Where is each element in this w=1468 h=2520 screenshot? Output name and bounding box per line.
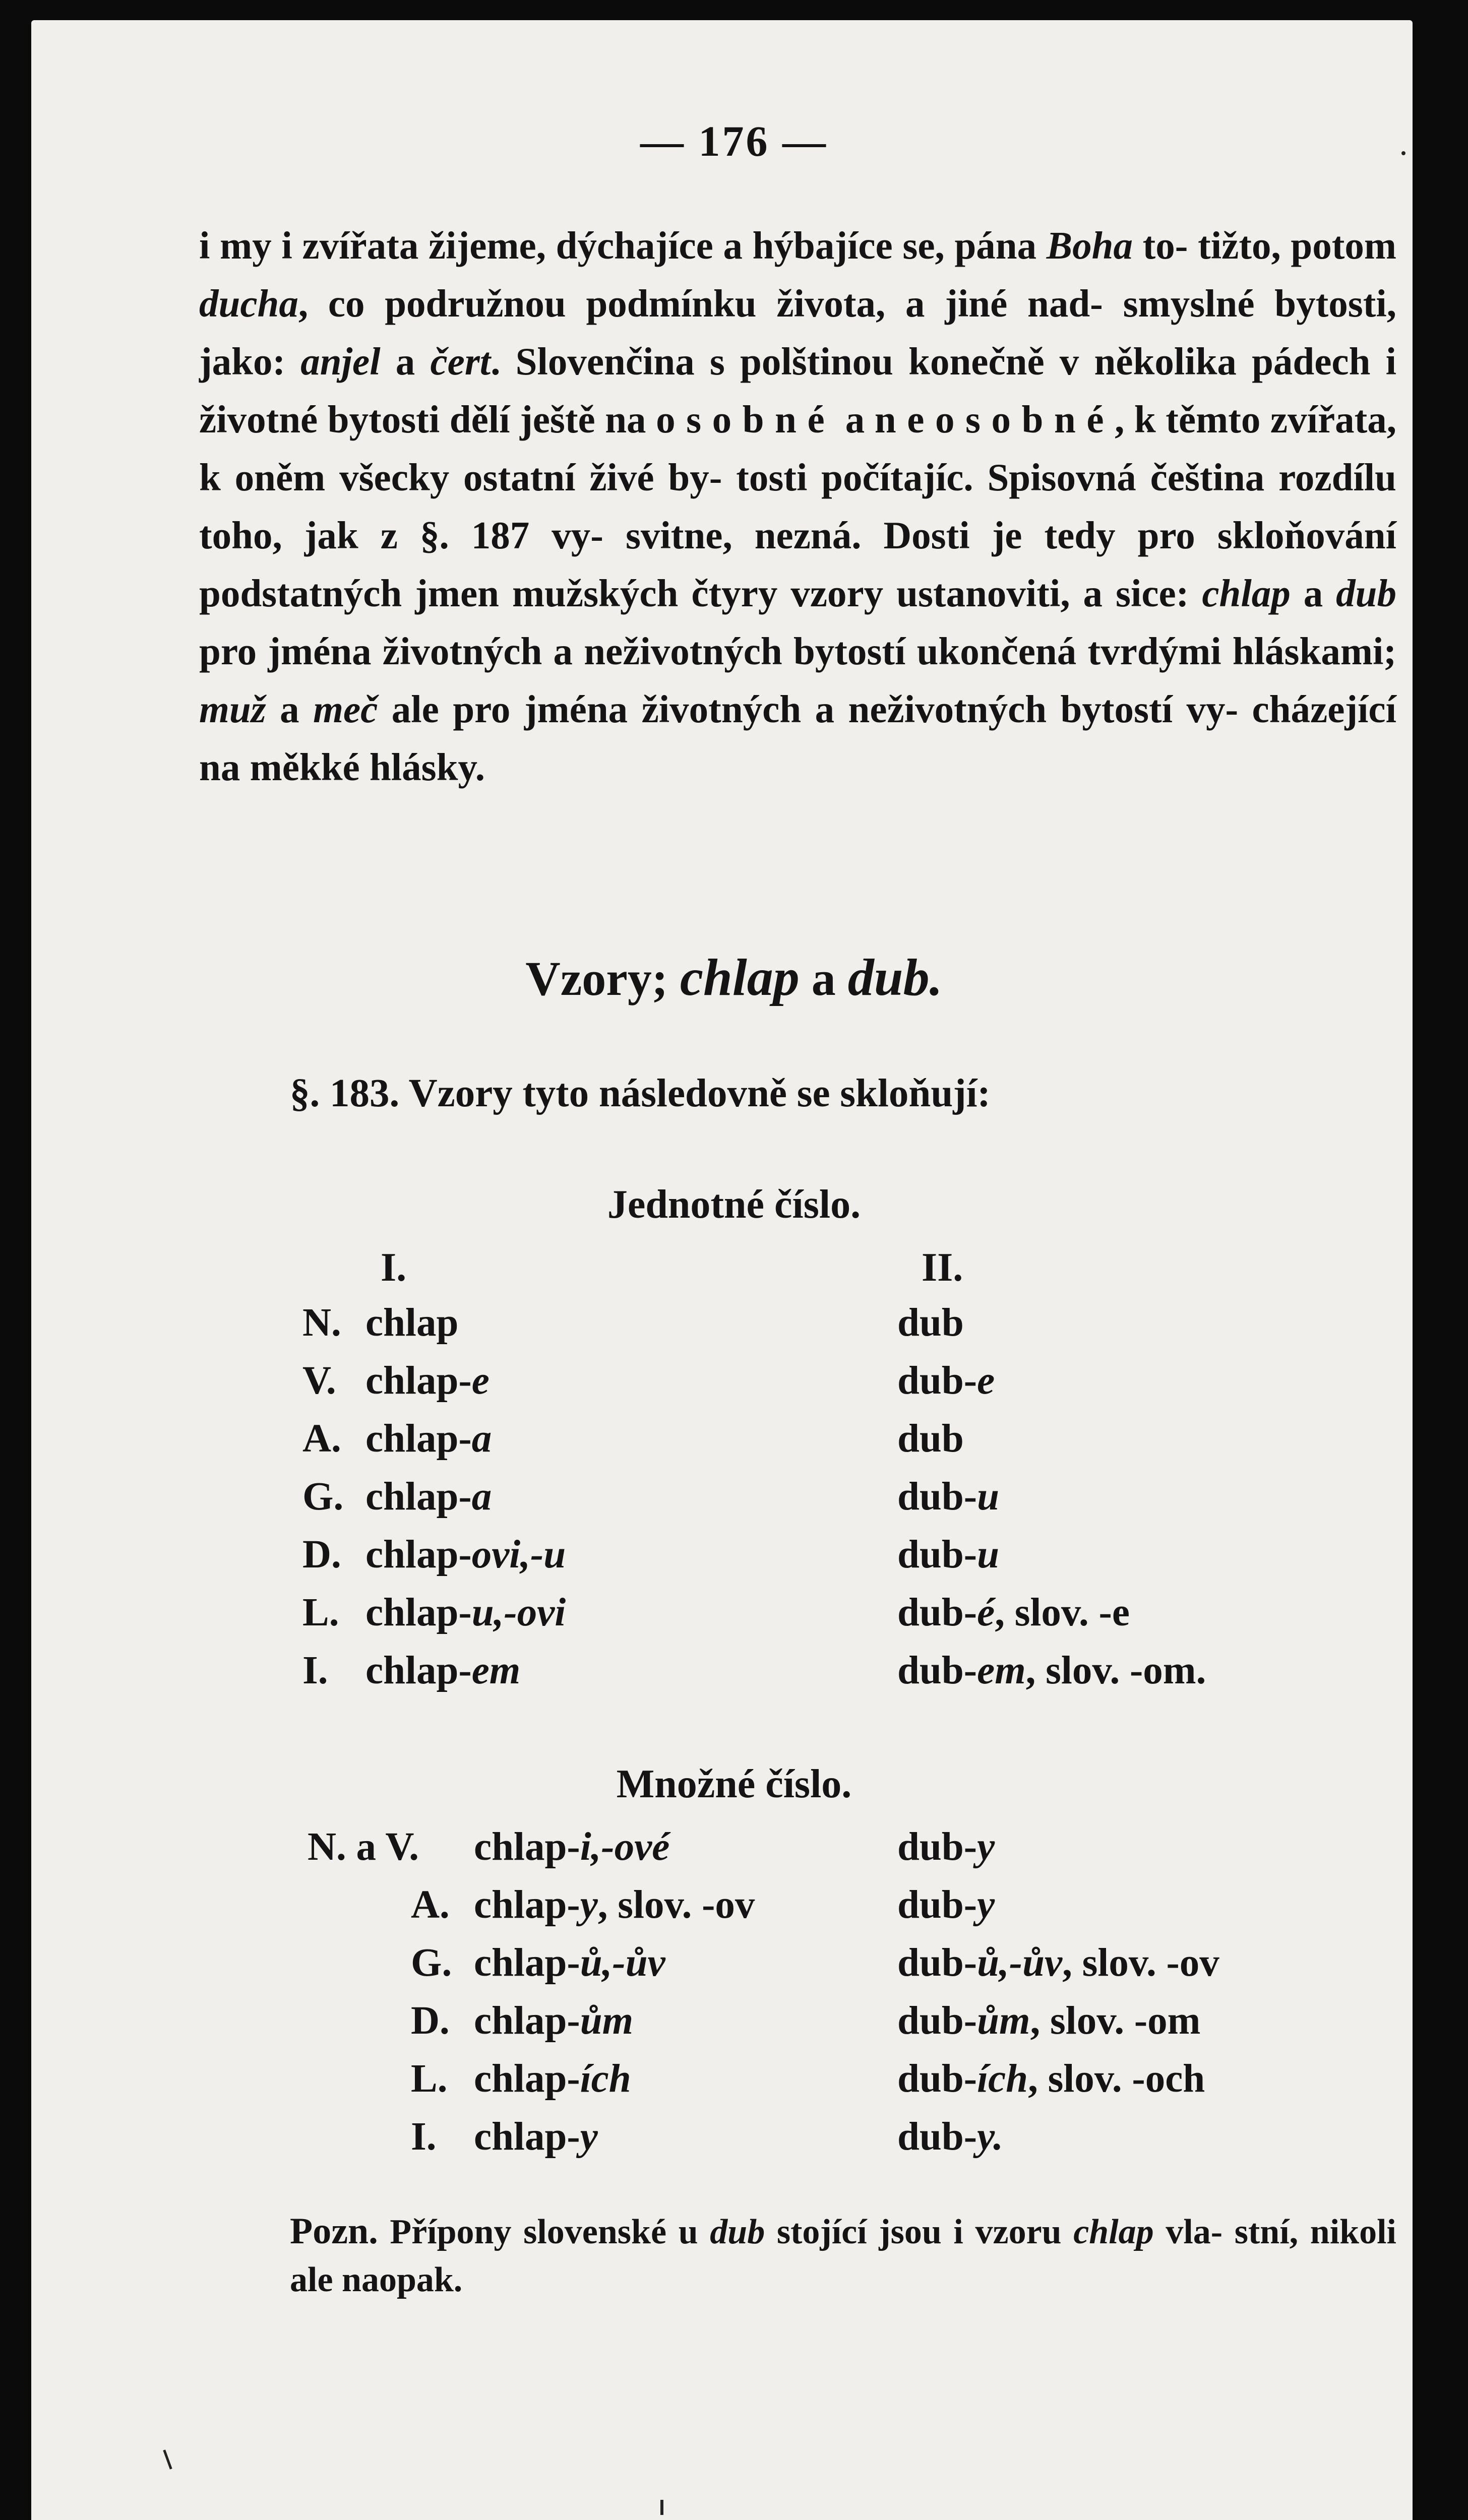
- note-paragraph: [290, 2208, 1396, 2304]
- text: Přípony slovenské u: [378, 2213, 710, 2251]
- page-number: — 176 —: [640, 117, 828, 165]
- heading-text: a: [799, 952, 848, 1005]
- stem: dub: [897, 1417, 964, 1461]
- stem: dub-: [897, 1533, 977, 1577]
- ending: u: [977, 1533, 1000, 1577]
- heading-italic: dub.: [847, 949, 943, 1006]
- ending: i,-ové: [580, 1825, 670, 1869]
- stem: chlap-: [474, 1883, 580, 1927]
- text: konečně v několika pádech i životné bytosti dělí ještě na: [199, 340, 1397, 441]
- slovak-variant: , slov. -e: [995, 1591, 1130, 1634]
- stem: dub-: [897, 2057, 977, 2101]
- form-col1: [365, 1416, 492, 1462]
- stem: chlap-: [365, 1533, 472, 1577]
- slovak-variant: , slov. -om.: [1025, 1649, 1206, 1692]
- form-col1: [365, 1532, 566, 1578]
- note-label: Pozn.: [290, 2211, 378, 2252]
- case-label: I.: [302, 1649, 328, 1692]
- form-col2: [897, 1998, 1200, 2044]
- form-col2: [897, 2114, 1003, 2160]
- stem: chlap-: [474, 1825, 580, 1869]
- text: ale pro jména životných a neživotných bytostí vy-: [378, 687, 1239, 731]
- italic-term: meč: [313, 687, 378, 731]
- case-label: I.: [411, 2115, 437, 2159]
- stem: dub-: [897, 1999, 977, 2043]
- spaced-term: osobné: [656, 398, 836, 441]
- ending: ích: [977, 2057, 1028, 2101]
- text: a: [1290, 572, 1336, 615]
- stem: dub-: [897, 1475, 977, 1519]
- spaced-term: neosobné: [874, 398, 1115, 441]
- stem: chlap-: [365, 1475, 472, 1519]
- ending: ů,-ův: [580, 1941, 665, 1985]
- ending: y.: [977, 2115, 1004, 2159]
- form-col1: [474, 2056, 631, 2102]
- text: , co podružnou podmínku života, a jiné nad-: [298, 282, 1103, 325]
- case-label: G.: [302, 1475, 344, 1519]
- form-col2: [897, 1824, 995, 1870]
- form-col2: [897, 1300, 964, 1346]
- ending: ům: [580, 1999, 634, 2043]
- form-col2: [897, 1882, 995, 1928]
- case-label: L.: [411, 2057, 448, 2101]
- form-col1: [474, 1998, 633, 2044]
- form-col1: [474, 1824, 669, 1870]
- text: smyslné bytosti, jako:: [199, 282, 1397, 383]
- scan-speck: [1401, 151, 1405, 155]
- text: a: [266, 687, 314, 731]
- ending: u,-ovi: [471, 1591, 566, 1634]
- case-label: D.: [302, 1533, 341, 1577]
- italic-term: anjel: [300, 340, 381, 383]
- case-label: D.: [411, 1999, 450, 2043]
- form-col2: [897, 2056, 1205, 2102]
- text: stní, nikoli ale naopak.: [290, 2213, 1397, 2299]
- heading-text: Vzory;: [525, 952, 680, 1005]
- form-col1: [365, 1358, 490, 1404]
- column-header-1: I.: [381, 1245, 407, 1290]
- stem: dub-: [897, 2115, 977, 2159]
- text: i my i zvířata žijeme, dýchajíce a hýbajíce se, pána: [199, 224, 1047, 267]
- intro-line: [199, 217, 1396, 796]
- stem: dub-: [897, 1825, 977, 1869]
- slovak-variant: , slov. -och: [1028, 2057, 1205, 2101]
- case-label: N. a V.: [308, 1825, 419, 1869]
- form-col1: [365, 1590, 566, 1635]
- plural-title: Množné číslo.: [616, 1762, 852, 1806]
- ending: e: [977, 1359, 995, 1403]
- text: stojící jsou i vzoru: [765, 2213, 1074, 2251]
- italic-term: Boha: [1046, 224, 1133, 267]
- ending: ích: [580, 2057, 631, 2101]
- text: . Slovenčina s polštinou: [491, 340, 893, 383]
- stem: dub-: [897, 1649, 977, 1692]
- ending: u: [977, 1475, 1000, 1519]
- text: mužských čtyry vzory ustanoviti, a sice:: [512, 572, 1202, 615]
- case-label: A.: [302, 1417, 341, 1461]
- case-label: V.: [302, 1359, 336, 1403]
- stem: chlap-: [365, 1359, 472, 1403]
- slovak-variant: , slov. -ov: [597, 1883, 755, 1927]
- ending: ům: [977, 1999, 1030, 2043]
- slovak-variant: , slov. -ov: [1062, 1941, 1219, 1985]
- text: svitne, nezná. Dosti je tedy pro skloňování podstatných jmen: [199, 514, 1397, 615]
- text: tižto, potom: [1198, 224, 1396, 267]
- text: tosti počítajíc. Spisovná čeština rozdílu toho, jak z §. 187 vy-: [199, 456, 1397, 557]
- text: cházející na měkké hlásky.: [199, 687, 1397, 789]
- form-col1: [474, 2114, 598, 2160]
- ending: ovi,-u: [471, 1533, 566, 1577]
- ending: em: [471, 1649, 521, 1692]
- form-col2: [897, 1358, 995, 1404]
- stem: dub-: [897, 1591, 977, 1634]
- paragraph-183: §. 183. Vzory tyto následovně se skloňují:: [290, 1072, 991, 1115]
- column-header-2: II.: [922, 1245, 963, 1290]
- ending: a: [471, 1417, 492, 1461]
- ending: a: [471, 1475, 492, 1519]
- italic-term: chlap: [1073, 2213, 1154, 2251]
- italic-term: čert: [430, 340, 491, 383]
- stem: dub-: [897, 1941, 977, 1985]
- stem: chlap-: [365, 1649, 472, 1692]
- italic-term: ducha: [199, 282, 298, 325]
- italic-term: dub: [710, 2213, 765, 2251]
- form-col2: [897, 1940, 1219, 1986]
- ending: e: [471, 1359, 490, 1403]
- stem: dub-: [897, 1883, 977, 1927]
- text: životných a neživotných bytostí ukončená tvrdými hláskami;: [382, 629, 1396, 673]
- form-col1: [365, 1300, 458, 1346]
- slovak-variant: , slov. -om: [1030, 1999, 1201, 2043]
- italic-term: dub: [1336, 572, 1396, 615]
- form-col1: [365, 1474, 492, 1520]
- form-col2: [897, 1590, 1130, 1635]
- text: , k těmto zvířata, k oněm všecky ostatní živé by-: [199, 398, 1397, 499]
- ending: ů,-ův: [977, 1941, 1063, 1985]
- stem: chlap-: [365, 1591, 472, 1634]
- ending: em: [977, 1649, 1026, 1692]
- case-label: G.: [411, 1941, 452, 1985]
- stem: chlap-: [474, 2115, 580, 2159]
- form-col2: [897, 1416, 964, 1462]
- ending: y: [977, 1825, 995, 1869]
- text: a: [845, 398, 875, 441]
- ending: y: [580, 1883, 598, 1927]
- italic-term: chlap: [1202, 572, 1291, 615]
- text: vla-: [1153, 2213, 1223, 2251]
- stem: chlap-: [474, 1941, 580, 1985]
- text: to-: [1132, 224, 1188, 267]
- section-heading: [0, 948, 1468, 1007]
- form-col2: [897, 1532, 999, 1578]
- intro-paragraph: [199, 217, 1396, 796]
- case-label: N.: [302, 1301, 341, 1345]
- ending: y: [977, 1883, 995, 1927]
- ending: y: [580, 2115, 598, 2159]
- stem: chlap-: [474, 1999, 580, 2043]
- form-col1: [474, 1940, 665, 1986]
- text: pro jména: [199, 629, 372, 673]
- italic-term: muž: [199, 687, 266, 731]
- singular-title: Jednotné číslo.: [607, 1182, 861, 1227]
- scan-speck: [660, 2500, 663, 2515]
- stem: chlap-: [474, 2057, 580, 2101]
- heading-italic: chlap: [680, 949, 800, 1006]
- form-col1: [474, 1882, 755, 1928]
- stem: chlap: [365, 1301, 459, 1345]
- form-col2: [897, 1474, 999, 1520]
- stem: dub-: [897, 1359, 977, 1403]
- stem: chlap-: [365, 1417, 472, 1461]
- ending: é: [977, 1591, 995, 1634]
- stem: dub: [897, 1301, 964, 1345]
- case-label: A.: [411, 1883, 450, 1927]
- case-label: L.: [302, 1591, 339, 1634]
- form-col1: [365, 1648, 520, 1693]
- form-col2: [897, 1648, 1206, 1693]
- text: a: [380, 340, 431, 383]
